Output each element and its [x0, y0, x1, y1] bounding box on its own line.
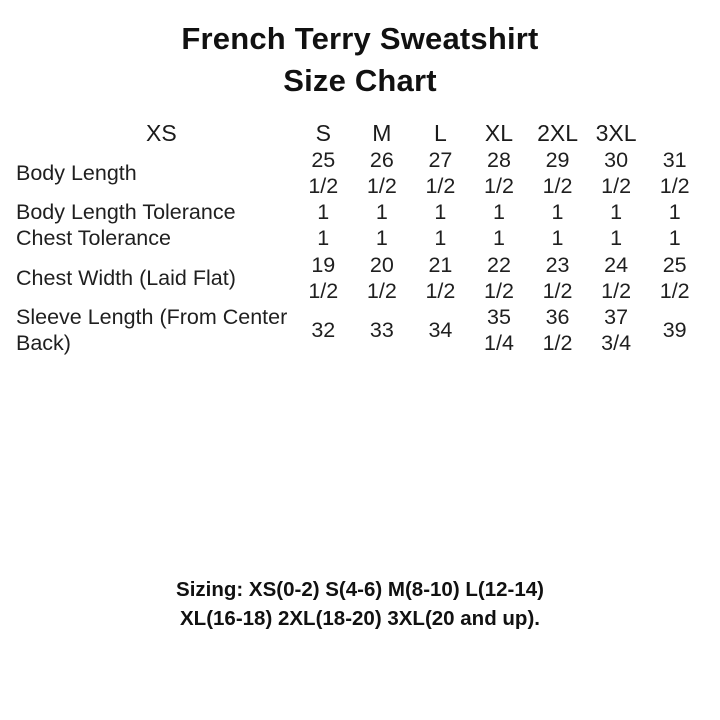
table-row	[16, 304, 704, 356]
column-header-xs: XS	[146, 119, 177, 146]
cell-value: 39	[662, 318, 687, 343]
table-row	[16, 252, 704, 304]
cell-value: 21 1/2	[425, 252, 456, 303]
table-row	[16, 199, 704, 225]
cell-value: 1	[375, 200, 388, 225]
row-label: Sleeve Length (From Center Back)	[16, 305, 288, 356]
cell-value: 20 1/2	[366, 252, 397, 303]
column-header-s: S	[315, 119, 331, 146]
cell-value: 1	[551, 226, 564, 251]
cell-value: 35 1/4	[484, 305, 514, 356]
table-header-row	[16, 120, 704, 147]
row-label: Chest Tolerance	[16, 226, 171, 251]
cell-value: 1	[434, 226, 447, 251]
size-chart-table	[16, 120, 704, 357]
cell-value: 1	[434, 200, 447, 225]
page-title: French Terry Sweatshirt Size Chart	[181, 21, 539, 98]
row-label: Body Length	[16, 160, 137, 185]
cell-value: 25 1/2	[659, 252, 690, 303]
cell-value: 30 1/2	[601, 147, 632, 198]
cell-value: 1	[492, 200, 505, 225]
cell-value: 27 1/2	[425, 147, 456, 198]
cell-value: 33	[369, 318, 394, 343]
row-label: Body Length Tolerance	[16, 200, 236, 225]
cell-value: 1	[317, 226, 330, 251]
cell-value: 1	[610, 226, 623, 251]
table-row	[16, 147, 704, 199]
column-header-xl: XL	[484, 119, 514, 146]
cell-value: 1	[668, 200, 681, 225]
cell-value: 1	[551, 200, 564, 225]
sizing-note	[16, 575, 704, 634]
cell-value: 23 1/2	[542, 252, 573, 303]
table-row	[16, 225, 704, 251]
column-header-2xl: 2XL	[537, 119, 578, 146]
row-label: Chest Width (Laid Flat)	[16, 265, 236, 290]
cell-value: 1	[610, 200, 623, 225]
cell-value: 28 1/2	[484, 147, 514, 198]
cell-value: 31 1/2	[659, 147, 690, 198]
cell-value: 1	[668, 226, 681, 251]
cell-value: 1	[492, 226, 505, 251]
cell-value: 36 1/2	[542, 305, 573, 356]
cell-value: 34	[428, 318, 453, 343]
cell-value: 29 1/2	[542, 147, 573, 198]
cell-value: 22 1/2	[484, 252, 514, 303]
cell-value: 19 1/2	[308, 252, 339, 303]
sizing-note-line-1: Sizing: XS(0-2) S(4-6) M(8-10) L(12-14)	[176, 577, 544, 601]
cell-value: 26 1/2	[366, 147, 397, 198]
sizing-note-line-2: XL(16-18) 2XL(18-20) 3XL(20 and up).	[180, 607, 540, 631]
column-header-m: M	[372, 119, 392, 146]
cell-value: 37 3/4	[601, 305, 632, 356]
cell-value: 1	[375, 226, 388, 251]
column-header-l: L	[434, 119, 447, 146]
cell-value: 24 1/2	[601, 252, 632, 303]
column-header-3xl: 3XL	[595, 119, 637, 146]
cell-value: 32	[311, 318, 336, 343]
cell-value: 1	[317, 200, 330, 225]
cell-value: 25 1/2	[308, 147, 339, 198]
